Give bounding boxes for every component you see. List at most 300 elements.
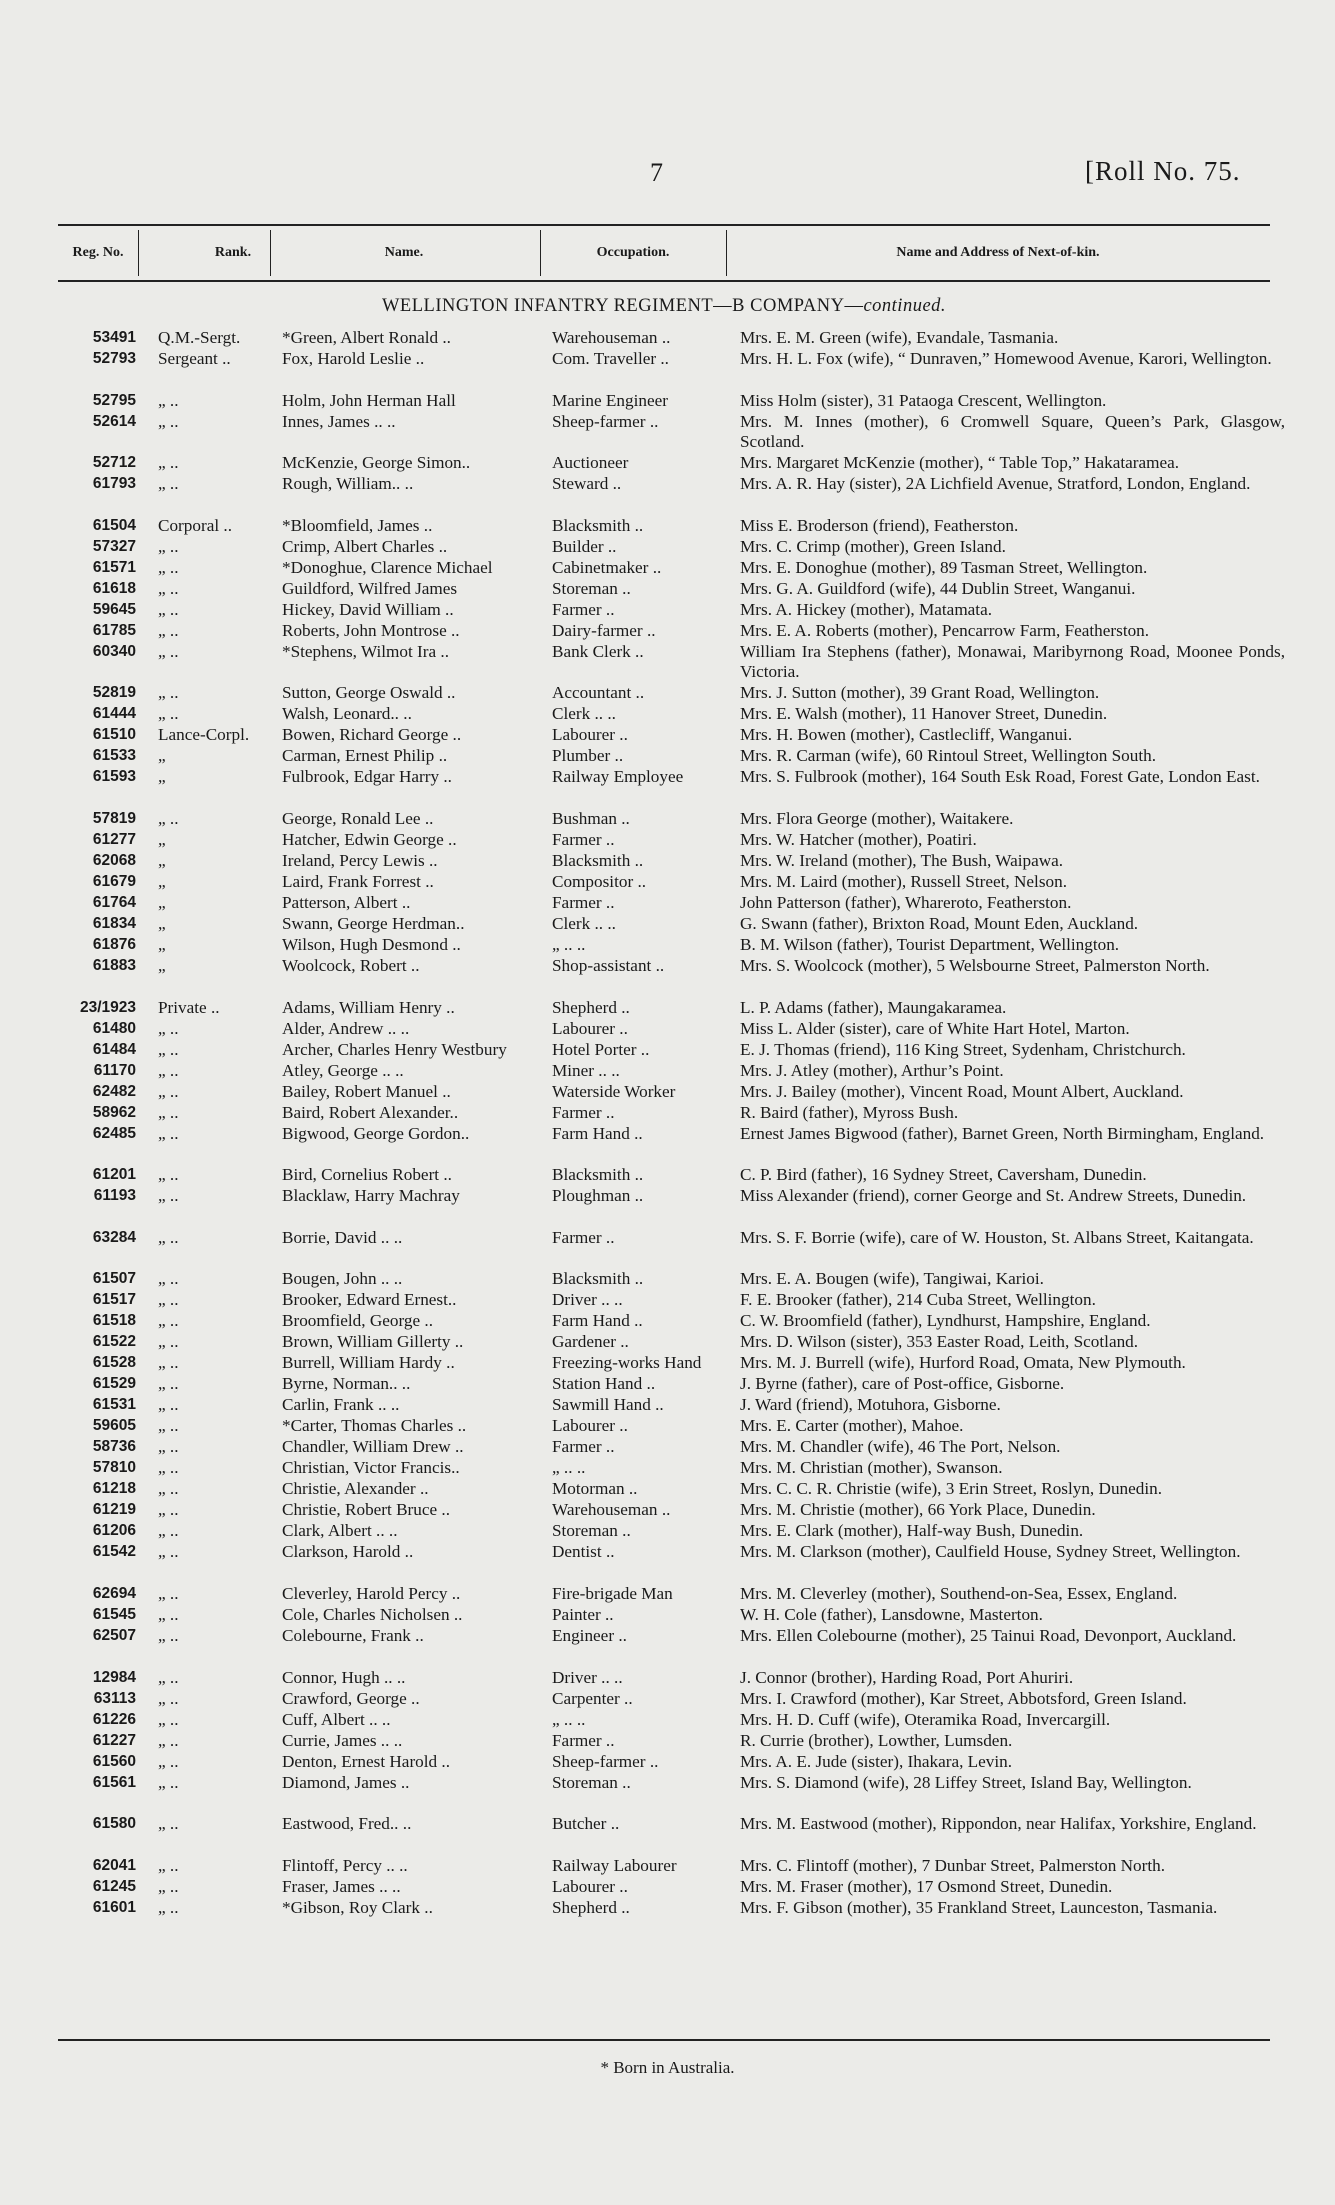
name-cell: Blacklaw, Harry Machray xyxy=(282,1186,460,1206)
occupation-cell: Gardener .. xyxy=(552,1332,629,1352)
occupation-cell: Farmer .. xyxy=(552,1437,615,1457)
table-row xyxy=(0,1311,1335,1332)
name-cell: Crimp, Albert Charles .. xyxy=(282,536,448,556)
reg-no-cell: 61834 xyxy=(92,914,136,932)
occupation-cell: Compositor .. xyxy=(552,871,647,891)
occupation-cell: Labourer .. xyxy=(552,1416,628,1436)
next-of-kin-cell: Mrs. M. Laird (mother), Russell Street, Nelson. xyxy=(740,871,1067,891)
section-title xyxy=(58,296,1270,317)
occupation-cell: Miner .. .. xyxy=(552,1060,620,1080)
rank-cell: „ .. xyxy=(158,1479,179,1499)
reg-no-cell: 60340 xyxy=(92,642,136,660)
occupation-cell: Dentist .. xyxy=(552,1542,615,1562)
occupation-cell: „ .. .. xyxy=(552,1709,586,1729)
rank-cell: „ .. xyxy=(158,390,179,410)
table-row xyxy=(0,1269,1335,1290)
table-row xyxy=(0,704,1335,725)
reg-no-cell: 61561 xyxy=(92,1773,136,1791)
name-cell: Chandler, William Drew .. xyxy=(282,1437,464,1457)
reg-no-cell: 57819 xyxy=(92,809,136,827)
occupation-cell: Hotel Porter .. xyxy=(552,1039,650,1059)
next-of-kin-cell: Miss Alexander (friend), corner George and St. Andrew Streets, Dunedin. xyxy=(740,1186,1247,1206)
table-row xyxy=(0,328,1335,349)
name-cell: Christie, Robert Bruce .. xyxy=(282,1500,451,1520)
name-cell: Walsh, Leonard.. .. xyxy=(282,704,412,724)
rank-cell: „ .. xyxy=(158,1123,179,1143)
reg-no-cell: 62694 xyxy=(92,1584,136,1602)
occupation-cell: Marine Engineer xyxy=(552,390,668,410)
occupation-cell: Farmer .. xyxy=(552,1102,615,1122)
next-of-kin-cell: Mrs. S. Diamond (wife), 28 Liffey Street, Island Bay, Wellington. xyxy=(740,1772,1192,1792)
next-of-kin-cell: Mrs. E. Donoghue (mother), 89 Tasman Street, Wellington. xyxy=(740,557,1148,577)
reg-no-cell: 61193 xyxy=(93,1187,136,1205)
table-row xyxy=(0,1395,1335,1416)
reg-no-cell: 61518 xyxy=(92,1312,136,1330)
table-row xyxy=(0,1082,1335,1103)
table-row xyxy=(0,1332,1335,1353)
next-of-kin-cell: Mrs. W. Ireland (mother), The Bush, Waipawa. xyxy=(740,850,1064,870)
occupation-cell: „ .. .. xyxy=(552,1458,586,1478)
next-of-kin-cell: Mrs. C. Flintoff (mother), 7 Dunbar Street, Palmerston North. xyxy=(740,1855,1166,1875)
next-of-kin-cell: Mrs. J. Atley (mother), Arthur’s Point. xyxy=(740,1060,1004,1080)
occupation-cell: Blacksmith .. xyxy=(552,515,644,535)
name-cell: Diamond, James .. xyxy=(282,1772,410,1792)
reg-no-cell: 62482 xyxy=(92,1082,136,1100)
name-cell: Eastwood, Fred.. .. xyxy=(282,1814,412,1834)
occupation-cell: Farmer .. xyxy=(552,599,615,619)
rank-cell: „ xyxy=(158,934,166,954)
next-of-kin-cell: Mrs. E. Walsh (mother), 11 Hanover Street, Dunedin. xyxy=(740,704,1108,724)
reg-no-cell: 52614 xyxy=(92,412,136,430)
name-cell: Patterson, Albert .. xyxy=(282,892,411,912)
reg-no-cell: 61219 xyxy=(92,1501,136,1519)
reg-no-cell: 57810 xyxy=(92,1459,136,1477)
reg-no-cell: 63284 xyxy=(92,1228,136,1246)
reg-no-cell: 58736 xyxy=(92,1438,136,1456)
occupation-cell: Farmer .. xyxy=(552,892,615,912)
name-cell: Clark, Albert .. .. xyxy=(282,1521,398,1541)
rank-cell: Lance-Corpl. xyxy=(158,725,250,745)
rank-cell: „ xyxy=(158,850,166,870)
next-of-kin-cell: Mrs. F. Gibson (mother), 35 Frankland Street, Launceston, Tasmania. xyxy=(740,1897,1218,1917)
occupation-cell: Blacksmith .. xyxy=(552,850,644,870)
occupation-cell: Bank Clerk .. xyxy=(552,641,644,661)
next-of-kin-cell: Mrs. W. Hatcher (mother), Poatiri. xyxy=(740,829,977,849)
next-of-kin-cell: Mrs. M. J. Burrell (wife), Hurford Road, Omata, New Plymouth. xyxy=(740,1353,1186,1373)
table-row xyxy=(0,746,1335,767)
reg-no-cell: 61571 xyxy=(92,558,136,576)
occupation-cell: Labourer .. xyxy=(552,1876,628,1896)
name-cell: Currie, James .. .. xyxy=(282,1730,403,1750)
name-cell: Sutton, George Oswald .. xyxy=(282,683,456,703)
table-row xyxy=(0,1500,1335,1521)
roll-table-body xyxy=(0,328,1335,1939)
next-of-kin-cell: Mrs. M. Cleverley (mother), Southend-on-Sea, Essex, England. xyxy=(740,1583,1178,1603)
occupation-cell: Carpenter .. xyxy=(552,1688,633,1708)
next-of-kin-cell: E. J. Thomas (friend), 116 King Street, Sydenham, Christchurch. xyxy=(740,1039,1186,1059)
occupation-cell: Shepherd .. xyxy=(552,1897,630,1917)
next-of-kin-cell: Mrs. M. Clarkson (mother), Caulfield House, Sydney Street, Wellington. xyxy=(740,1542,1241,1562)
name-cell: Atley, George .. .. xyxy=(282,1060,404,1080)
reg-no-cell: 57327 xyxy=(92,537,136,555)
next-of-kin-cell: J. Ward (friend), Motuhora, Gisborne. xyxy=(740,1395,1001,1415)
name-cell: Brooker, Edward Ernest.. xyxy=(282,1290,457,1310)
reg-no-cell: 12984 xyxy=(92,1668,136,1686)
next-of-kin-cell: Mrs. E. Carter (mother), Mahoe. xyxy=(740,1416,964,1436)
name-cell: *Stephens, Wilmot Ira .. xyxy=(282,641,450,661)
rank-cell: „ .. xyxy=(158,704,179,724)
reg-no-cell: 63113 xyxy=(93,1689,136,1707)
rank-cell: „ .. xyxy=(158,1604,179,1624)
next-of-kin-cell: Miss L. Alder (sister), care of White Hart Hotel, Marton. xyxy=(740,1018,1130,1038)
reg-no-cell: 61480 xyxy=(92,1019,136,1037)
occupation-cell: Railway Employee xyxy=(552,767,684,787)
name-cell: Connor, Hugh .. .. xyxy=(282,1667,406,1687)
name-cell: Woolcock, Robert .. xyxy=(282,955,420,975)
rank-cell: „ .. xyxy=(158,1521,179,1541)
rank-cell: „ .. xyxy=(158,1374,179,1394)
table-row xyxy=(0,1040,1335,1061)
reg-no-cell: 61876 xyxy=(92,935,136,953)
occupation-cell: Engineer .. xyxy=(552,1625,627,1645)
occupation-cell: Labourer .. xyxy=(552,725,628,745)
next-of-kin-cell: Mrs. C. C. R. Christie (wife), 3 Erin Street, Roslyn, Dunedin. xyxy=(740,1479,1163,1499)
occupation-cell: Builder .. xyxy=(552,536,617,556)
next-of-kin-cell: Mrs. J. Sutton (mother), 39 Grant Road, Wellington. xyxy=(740,683,1100,703)
reg-no-cell: 61593 xyxy=(92,768,136,786)
rank-cell: „ xyxy=(158,746,166,766)
reg-no-cell: 61545 xyxy=(92,1605,136,1623)
reg-no-cell: 61580 xyxy=(92,1815,136,1833)
next-of-kin-cell: G. Swann (father), Brixton Road, Mount Eden, Auckland. xyxy=(740,913,1139,933)
occupation-cell: Storeman .. xyxy=(552,1521,631,1541)
occupation-cell: Painter .. xyxy=(552,1604,614,1624)
reg-no-cell: 52819 xyxy=(92,684,136,702)
name-cell: Hatcher, Edwin George .. xyxy=(282,829,457,849)
rank-cell: Private .. xyxy=(158,997,220,1017)
reg-no-cell: 61542 xyxy=(92,1543,136,1561)
rank-cell: „ .. xyxy=(158,808,179,828)
next-of-kin-cell: Mrs. Ellen Colebourne (mother), 25 Tainui Road, Devonport, Auckland. xyxy=(740,1625,1237,1645)
occupation-cell: Shepherd .. xyxy=(552,997,630,1017)
occupation-cell: Sawmill Hand .. xyxy=(552,1395,664,1415)
rank-cell: „ .. xyxy=(158,1855,179,1875)
table-row xyxy=(0,1479,1335,1500)
name-cell: Alder, Andrew .. .. xyxy=(282,1018,410,1038)
rank-cell: „ .. xyxy=(158,1102,179,1122)
name-cell: *Green, Albert Ronald .. xyxy=(282,328,451,347)
occupation-cell: Blacksmith .. xyxy=(552,1269,644,1289)
rank-cell: „ .. xyxy=(158,1500,179,1520)
occupation-cell: Blacksmith .. xyxy=(552,1165,644,1185)
rank-cell: „ .. xyxy=(158,1269,179,1289)
next-of-kin-cell: Mrs. R. Carman (wife), 60 Rintoul Street, Wellington South. xyxy=(740,746,1157,766)
reg-no-cell: 52795 xyxy=(92,391,136,409)
name-cell: Swann, George Herdman.. xyxy=(282,913,465,933)
name-cell: Holm, John Herman Hall xyxy=(282,390,456,410)
reg-no-cell: 61529 xyxy=(92,1375,136,1393)
table-row xyxy=(0,1124,1335,1166)
name-cell: Adams, William Henry .. xyxy=(282,997,455,1017)
next-of-kin-cell: Mrs. M. Fraser (mother), 17 Osmond Street, Dunedin. xyxy=(740,1876,1113,1896)
next-of-kin-cell: Mrs. M. Innes (mother), 6 Cromwell Square, Queen’s Park, Glasgow, Scotland. xyxy=(740,411,1285,452)
rank-cell: „ .. xyxy=(158,1039,179,1059)
reg-no-cell: 61793 xyxy=(92,475,136,493)
reg-no-cell: 61504 xyxy=(92,516,136,534)
table-row xyxy=(0,412,1335,454)
rank-cell: „ xyxy=(158,913,166,933)
rank-cell: „ .. xyxy=(158,1060,179,1080)
rank-cell: „ xyxy=(158,829,166,849)
section-title-suffix: continued. xyxy=(863,296,947,316)
name-cell: Wilson, Hugh Desmond .. xyxy=(282,934,461,954)
name-cell: Cole, Charles Nicholsen .. xyxy=(282,1604,463,1624)
reg-no-cell: 61764 xyxy=(92,893,136,911)
name-cell: Carman, Ernest Philip .. xyxy=(282,746,448,766)
name-cell: Bird, Cornelius Robert .. xyxy=(282,1165,452,1185)
section-title-text: WELLINGTON INFANTRY REGIMENT—B COMPANY— xyxy=(381,296,864,316)
next-of-kin-cell: B. M. Wilson (father), Tourist Department, Wellington. xyxy=(740,934,1120,954)
table-row xyxy=(0,893,1335,914)
rank-cell: „ .. xyxy=(158,557,179,577)
reg-no-cell: 61206 xyxy=(92,1522,136,1540)
next-of-kin-cell: Mrs. I. Crawford (mother), Kar Street, Abbotsford, Green Island. xyxy=(740,1688,1187,1708)
name-cell: Bigwood, George Gordon.. xyxy=(282,1123,470,1143)
rank-cell: „ .. xyxy=(158,1688,179,1708)
reg-no-cell: 61484 xyxy=(92,1040,136,1058)
next-of-kin-cell: Mrs. G. A. Guildford (wife), 44 Dublin Street, Wanganui. xyxy=(740,578,1136,598)
table-row xyxy=(0,851,1335,872)
table-row xyxy=(0,1061,1335,1082)
reg-no-cell: 61201 xyxy=(92,1166,136,1184)
next-of-kin-cell: John Patterson (father), Whareroto, Featherston. xyxy=(740,892,1072,912)
rank-cell: „ .. xyxy=(158,1416,179,1436)
next-of-kin-cell: Mrs. Flora George (mother), Waitakere. xyxy=(740,808,1014,828)
rank-cell: „ .. xyxy=(158,1583,179,1603)
name-cell: Cleverley, Harold Percy .. xyxy=(282,1583,461,1603)
occupation-cell: Farmer .. xyxy=(552,829,615,849)
name-cell: Fox, Harold Leslie .. xyxy=(282,349,425,368)
next-of-kin-cell: Mrs. H. Bowen (mother), Castlecliff, Wanganui. xyxy=(740,725,1073,745)
next-of-kin-cell: R. Currie (brother), Lowther, Lumsden. xyxy=(740,1730,1013,1750)
next-of-kin-cell: Mrs. E. A. Bougen (wife), Tangiwai, Karioi. xyxy=(740,1269,1044,1289)
table-row xyxy=(0,1856,1335,1877)
table-row xyxy=(0,1710,1335,1731)
table-row xyxy=(0,1103,1335,1124)
table-row xyxy=(0,391,1335,412)
table-row xyxy=(0,809,1335,830)
next-of-kin-cell: Mrs. S. F. Borrie (wife), care of W. Houston, St. Albans Street, Kaitangata. xyxy=(740,1227,1254,1247)
rank-cell: „ .. xyxy=(158,1542,179,1562)
table-row xyxy=(0,1521,1335,1542)
next-of-kin-cell: W. H. Cole (father), Lansdowne, Masterton. xyxy=(740,1604,1043,1624)
table-row xyxy=(0,1290,1335,1311)
reg-no-cell: 61277 xyxy=(92,830,136,848)
table-row xyxy=(0,1353,1335,1374)
name-cell: Ireland, Percy Lewis .. xyxy=(282,850,438,870)
table-row xyxy=(0,1186,1335,1228)
rank-cell: „ .. xyxy=(158,1437,179,1457)
table-row xyxy=(0,453,1335,474)
table-row xyxy=(0,1626,1335,1668)
rank-cell: „ xyxy=(158,892,166,912)
next-of-kin-cell: Mrs. E. Clark (mother), Half-way Bush, Dunedin. xyxy=(740,1521,1084,1541)
name-cell: George, Ronald Lee .. xyxy=(282,808,434,828)
table-row xyxy=(0,642,1335,684)
footer-rule xyxy=(58,2039,1270,2041)
reg-no-cell: 58962 xyxy=(92,1103,136,1121)
name-cell: Fraser, James .. .. xyxy=(282,1876,401,1896)
footnote: * Born in Australia. xyxy=(600,2058,735,2077)
header-occupation: Occupation. xyxy=(596,245,670,260)
table-row xyxy=(0,872,1335,893)
occupation-cell: Bushman .. xyxy=(552,808,630,828)
table-row xyxy=(0,1458,1335,1479)
name-cell: *Bloomfield, James .. xyxy=(282,515,433,535)
reg-no-cell: 61245 xyxy=(92,1877,136,1895)
occupation-cell: Farmer .. xyxy=(552,1730,615,1750)
next-of-kin-cell: J. Connor (brother), Harding Road, Port Ahuriri. xyxy=(740,1667,1074,1687)
name-cell: Baird, Robert Alexander.. xyxy=(282,1102,459,1122)
table-row xyxy=(0,1877,1335,1898)
next-of-kin-cell: Mrs. S. Woolcock (mother), 5 Welsbourne Street, Palmerston North. xyxy=(740,955,1210,975)
name-cell: *Gibson, Roy Clark .. xyxy=(282,1897,433,1917)
name-cell: Christian, Victor Francis.. xyxy=(282,1458,460,1478)
table-row xyxy=(0,600,1335,621)
header-reg-no: Reg. No. xyxy=(72,245,124,260)
name-cell: Bougen, John .. .. xyxy=(282,1269,403,1289)
name-cell: Rough, William.. .. xyxy=(282,474,414,494)
reg-no-cell: 52712 xyxy=(92,454,136,472)
rank-cell: „ .. xyxy=(158,1165,179,1185)
name-cell: Broomfield, George .. xyxy=(282,1311,433,1331)
occupation-cell: Driver .. .. xyxy=(552,1667,623,1687)
rank-cell: „ .. xyxy=(158,1227,179,1247)
reg-no-cell: 61883 xyxy=(92,956,136,974)
table-row xyxy=(0,683,1335,704)
next-of-kin-cell: Ernest James Bigwood (father), Barnet Green, North Birmingham, England. xyxy=(740,1123,1265,1143)
next-of-kin-cell: Mrs. A. Hickey (mother), Matamata. xyxy=(740,599,993,619)
next-of-kin-cell: Miss Holm (sister), 31 Pataoga Crescent, Wellington. xyxy=(740,390,1107,410)
next-of-kin-cell: J. Byrne (father), care of Post-office, Gisborne. xyxy=(740,1374,1065,1394)
reg-no-cell: 53491 xyxy=(92,329,136,346)
reg-no-cell: 61679 xyxy=(92,872,136,890)
rank-cell: „ xyxy=(158,767,166,787)
name-cell: Cuff, Albert .. .. xyxy=(282,1709,391,1729)
table-row xyxy=(0,558,1335,579)
name-cell: *Donoghue, Clarence Michael xyxy=(282,557,493,577)
occupation-cell: Railway Labourer xyxy=(552,1855,677,1875)
rank-cell: „ xyxy=(158,955,166,975)
occupation-cell: Butcher .. xyxy=(552,1814,620,1834)
occupation-cell: Warehouseman .. xyxy=(552,1500,671,1520)
table-row xyxy=(0,621,1335,642)
reg-no-cell: 62068 xyxy=(92,851,136,869)
table-row xyxy=(0,474,1335,516)
rank-cell: „ .. xyxy=(158,1290,179,1310)
occupation-cell: Motorman .. xyxy=(552,1479,638,1499)
occupation-cell: Farm Hand .. xyxy=(552,1123,643,1143)
occupation-cell: Cabinetmaker .. xyxy=(552,557,662,577)
rank-cell: Corporal .. xyxy=(158,515,232,535)
reg-no-cell: 62507 xyxy=(92,1626,136,1644)
table-row xyxy=(0,830,1335,851)
table-row xyxy=(0,1374,1335,1395)
reg-no-cell: 62485 xyxy=(92,1124,136,1142)
next-of-kin-cell: F. E. Brooker (father), 214 Cuba Street, Wellington. xyxy=(740,1290,1096,1310)
occupation-cell: Station Hand .. xyxy=(552,1374,656,1394)
rank-cell: „ .. xyxy=(158,1730,179,1750)
rank-cell: „ .. xyxy=(158,1311,179,1331)
table-row xyxy=(0,1019,1335,1040)
next-of-kin-cell: Mrs. A. R. Hay (sister), 2A Lichfield Avenue, Stratford, London, England. xyxy=(740,474,1251,494)
table-row xyxy=(0,1814,1335,1856)
reg-no-cell: 52793 xyxy=(92,350,136,367)
reg-no-cell: 62041 xyxy=(92,1856,136,1874)
table-row xyxy=(0,1437,1335,1458)
reg-no-cell: 61560 xyxy=(92,1752,136,1770)
rank-cell: „ .. xyxy=(158,1667,179,1687)
rank-cell: „ .. xyxy=(158,1876,179,1896)
table-row xyxy=(0,935,1335,956)
occupation-cell: Waterside Worker xyxy=(552,1081,676,1101)
next-of-kin-cell: R. Baird (father), Myross Bush. xyxy=(740,1102,959,1122)
header-rank: Rank. xyxy=(214,245,252,260)
rank-cell: „ .. xyxy=(158,1751,179,1771)
table-row xyxy=(0,1689,1335,1710)
next-of-kin-cell: Mrs. S. Fulbrook (mother), 164 South Esk Road, Forest Gate, London East. xyxy=(740,767,1260,787)
table-row xyxy=(0,1605,1335,1626)
table-row xyxy=(0,349,1335,391)
name-cell: Christie, Alexander .. xyxy=(282,1479,429,1499)
table-header xyxy=(58,224,1270,282)
rank-cell: „ .. xyxy=(158,411,179,431)
table-row xyxy=(0,1416,1335,1437)
reg-no-cell: 61226 xyxy=(92,1710,136,1728)
next-of-kin-cell: L. P. Adams (father), Maungakaramea. xyxy=(740,997,1007,1017)
rank-cell: „ .. xyxy=(158,1814,179,1834)
name-cell: Bailey, Robert Manuel .. xyxy=(282,1081,451,1101)
table-row xyxy=(0,1752,1335,1773)
table-row xyxy=(0,579,1335,600)
occupation-cell: Shop-assistant .. xyxy=(552,955,665,975)
name-cell: *Carter, Thomas Charles .. xyxy=(282,1416,467,1436)
table-row xyxy=(0,998,1335,1019)
rank-cell: „ .. xyxy=(158,620,179,640)
rank-cell: „ .. xyxy=(158,453,179,473)
reg-no-cell: 61528 xyxy=(92,1354,136,1372)
name-cell: Laird, Frank Forrest .. xyxy=(282,871,434,891)
name-cell: Flintoff, Percy .. .. xyxy=(282,1855,408,1875)
name-cell: Innes, James .. .. xyxy=(282,411,396,431)
occupation-cell: Storeman .. xyxy=(552,578,631,598)
rank-cell: „ .. xyxy=(158,1458,179,1478)
reg-no-cell: 61531 xyxy=(92,1396,136,1414)
reg-no-cell: 61507 xyxy=(92,1270,136,1288)
next-of-kin-cell: Mrs. D. Wilson (sister), 353 Easter Road, Leith, Scotland. xyxy=(740,1332,1139,1352)
name-cell: Carlin, Frank .. .. xyxy=(282,1395,400,1415)
name-cell: Guildford, Wilfred James xyxy=(282,578,458,598)
reg-no-cell: 61517 xyxy=(92,1291,136,1309)
rank-cell: „ .. xyxy=(158,1081,179,1101)
table-row xyxy=(0,516,1335,537)
rank-cell: „ xyxy=(158,871,166,891)
occupation-cell: Fire-brigade Man xyxy=(552,1583,673,1603)
table-row xyxy=(0,914,1335,935)
next-of-kin-cell: Mrs. J. Bailey (mother), Vincent Road, Mount Albert, Auckland. xyxy=(740,1081,1184,1101)
name-cell: Fulbrook, Edgar Harry .. xyxy=(282,767,452,787)
table-row xyxy=(0,1584,1335,1605)
